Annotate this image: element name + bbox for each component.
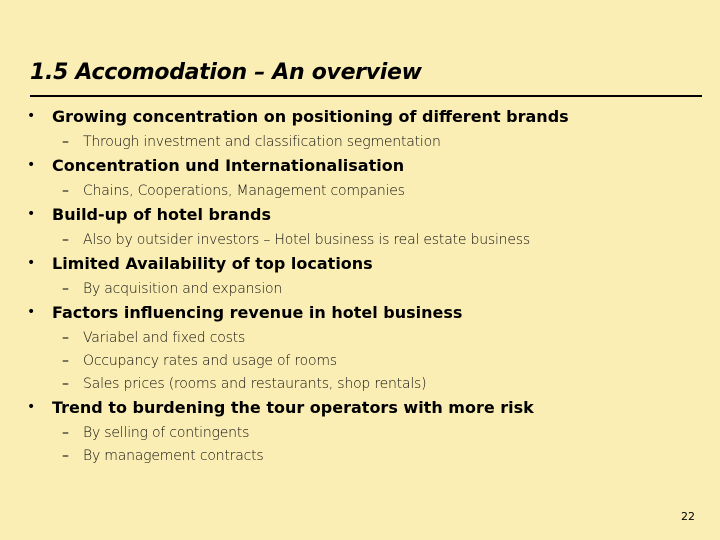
title-underline: [30, 95, 702, 97]
sub-bullet-text: Also by outsider investors – Hotel business is real estate business: [83, 232, 530, 248]
bullet-list: [0, 106, 720, 469]
bullet-item: [0, 397, 720, 469]
dash-icon: –: [62, 353, 69, 369]
dash-icon: –: [62, 232, 69, 248]
bullet-icon: •: [27, 255, 36, 271]
dash-icon: –: [62, 183, 69, 199]
bullet-icon: •: [27, 206, 36, 222]
slide-title: 1.5 Accomodation – An overview: [30, 60, 422, 85]
sub-bullet-text: Through investment and classification segmentation: [83, 134, 441, 150]
bullet-text: Trend to burdening the tour operators with more risk: [52, 398, 534, 417]
dash-icon: –: [62, 281, 69, 297]
bullet-text: Factors influencing revenue in hotel business: [52, 303, 463, 322]
sub-bullet-text: By management contracts: [83, 448, 264, 464]
bullet-icon: •: [27, 157, 36, 173]
dash-icon: –: [62, 425, 69, 441]
bullet-item: [0, 204, 720, 253]
sub-bullet-text: By acquisition and expansion: [83, 281, 283, 297]
sub-bullet-text: Occupancy rates and usage of rooms: [83, 353, 337, 369]
page-number: 22: [681, 510, 695, 523]
dash-icon: –: [62, 376, 69, 392]
bullet-text: Concentration und Internationalisation: [52, 156, 405, 175]
dash-icon: –: [62, 330, 69, 346]
dash-icon: –: [62, 134, 69, 150]
sub-bullet-text: Variabel and fixed costs: [83, 330, 246, 346]
bullet-item: [0, 253, 720, 302]
bullet-item: [0, 302, 720, 397]
bullet-item: [0, 155, 720, 204]
bullet-icon: •: [27, 399, 36, 415]
dash-icon: –: [62, 448, 69, 464]
bullet-icon: •: [27, 304, 36, 320]
bullet-icon: •: [27, 108, 36, 124]
sub-bullet-text: Chains, Cooperations, Management companies: [83, 183, 405, 199]
bullet-text: Build-up of hotel brands: [52, 205, 272, 224]
sub-bullet-text: By selling of contingents: [83, 425, 250, 441]
bullet-text: Limited Availability of top locations: [52, 254, 373, 273]
sub-bullet-text: Sales prices (rooms and restaurants, shop rentals): [83, 376, 427, 392]
bullet-text: Growing concentration on positioning of different brands: [52, 107, 569, 126]
bullet-item: [0, 106, 720, 155]
